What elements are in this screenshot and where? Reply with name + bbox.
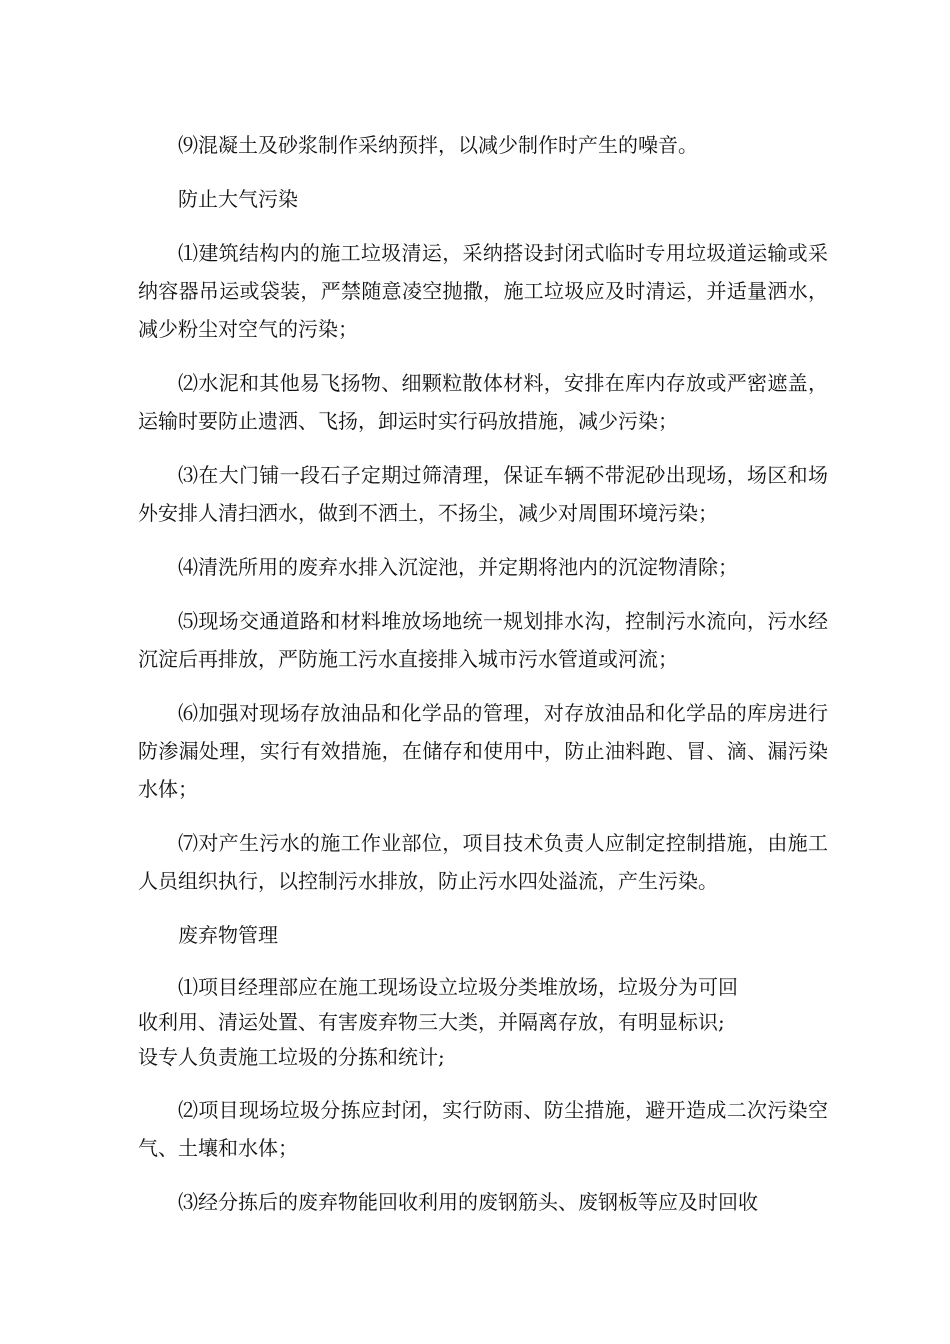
section-heading-air-pollution: 防止大气污染 — [178, 187, 298, 211]
paragraph-air-2: ⑵水泥和其他易飞扬物、细颗粒散体材料，安排在库内存放或严密遮盖，运输时要防止遗洒、飞扬，卸运时实行码放措施，减少污染； — [138, 371, 828, 433]
paragraph-air-7: ⑺对产生污水的施工作业部位，项目技术负责人应制定控制措施，由施工人员组织执行，以控制污水排放，防止污水四处溢流，产生污染。 — [138, 831, 828, 893]
paragraph-air-5: ⑸现场交通道路和材料堆放场地统一规划排水沟，控制污水流向，污水经沉淀后再排放，严防施工污水直接排入城市污水管道或河流； — [138, 609, 828, 671]
paragraph-air-4: ⑷清洗所用的废弃水排入沉淀池，并定期将池内的沉淀物清除； — [178, 555, 738, 579]
paragraph-waste-3: ⑶经分拣后的废弃物能回收利用的废钢筋头、废钢板等应及时回收 — [178, 1190, 758, 1214]
paragraph-air-1: ⑴建筑结构内的施工垃圾清运，采纳搭设封闭式临时专用垃圾道运输或采纳容器吊运或袋装，严禁随意凌空抛撒，施工垃圾应及时清运，并适量洒水，减少粉尘对空气的污染； — [138, 241, 828, 341]
paragraph-air-3: ⑶在大门铺一段石子定期过筛清理，保证车辆不带泥砂出现场，场区和场外安排人清扫洒水，做到不洒土，不扬尘，减少对周围环境污染； — [138, 463, 828, 525]
paragraph-air-6: ⑹加强对现场存放油品和化学品的管理，对存放油品和化学品的库房进行防渗漏处理，实行有效措施，在储存和使用中，防止油料跑、冒、滴、漏污染水体； — [138, 701, 828, 801]
paragraph-waste-2: ⑵项目现场垃圾分拣应封闭，实行防雨、防尘措施，避开造成二次污染空气、土壤和水体； — [138, 1098, 828, 1160]
paragraph-waste-1-line-3: 设专人负责施工垃圾的分拣和统计; — [138, 1045, 445, 1069]
paragraph-waste-1-line-1: ⑴项目经理部应在施工现场设立垃圾分类堆放场，垃圾分为可回 — [178, 975, 738, 999]
paragraph-waste-1 — [138, 970, 828, 1075]
paragraph-noise-9: ⑼混凝土及砂浆制作采纳预拌，以减少制作时产生的噪音。 — [178, 133, 698, 157]
paragraph-waste-1-line-2: 收利用、清运处置、有害废弃物三大类，并隔离存放，有明显标识; — [138, 1010, 725, 1034]
document-body — [138, 126, 828, 1237]
section-heading-waste-management: 废弃物管理 — [178, 923, 278, 947]
